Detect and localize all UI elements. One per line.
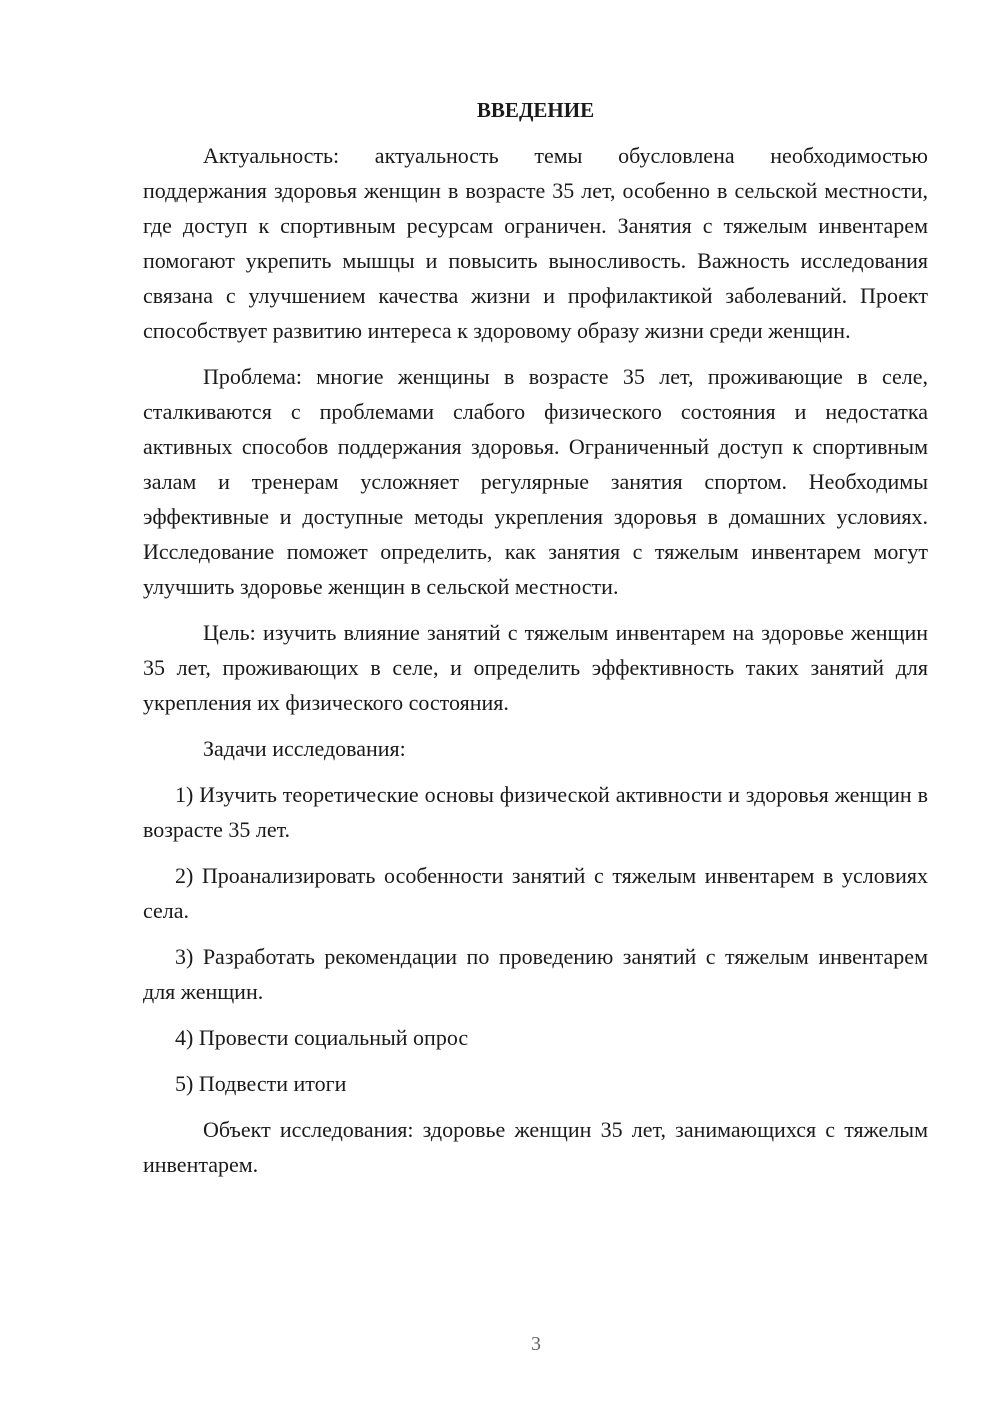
- task-item-5: 5) Подвести итоги: [175, 1071, 347, 1096]
- page-title: ВВЕДЕНИЕ: [476, 98, 595, 122]
- paragraph-tasks-heading: Задачи исследования:: [203, 736, 406, 761]
- document-page: [143, 96, 928, 1193]
- task-item-3: 3) Разработать рекомендации по проведению занятий с тяжелым инвентарем для женщин.: [143, 944, 928, 1004]
- task-item-1: 1) Изучить теоретические основы физической активности и здоровья женщин в возрасте 35 лет.: [143, 782, 928, 842]
- page-number: 3: [531, 1333, 541, 1355]
- paragraph-problem: Проблема: многие женщины в возрасте 35 лет, проживающие в селе, сталкиваются с проблемами слабого физического состояния и недостатка активных способов поддержания здоровья. Ограниченный доступ к спортивным залам и тренерам усложняет регулярные занятия спортом. Необходимы эффективные и доступные методы укрепления здоровья в домашних условиях. Исследование поможет определить, как занятия с тяжелым инвентарем могут улучшить здоровье женщин в сельской местности.: [143, 364, 928, 599]
- paragraph-goal: Цель: изучить влияние занятий с тяжелым инвентарем на здоровье женщин 35 лет, проживающих в селе, и определить эффективность таких занятий для укрепления их физического состояния.: [143, 620, 928, 715]
- tasks-list: [143, 777, 928, 1101]
- paragraph-object: Объект исследования: здоровье женщин 35 лет, занимающихся с тяжелым инвентарем.: [143, 1117, 928, 1177]
- task-item-2: 2) Проанализировать особенности занятий с тяжелым инвентарем в условиях села.: [143, 863, 928, 923]
- paragraph-relevance: Актуальность: актуальность темы обусловлена необходимостью поддержания здоровья женщин в возрасте 35 лет, особенно в сельской местности, где доступ к спортивным ресурсам ограничен. Занятия с тяжелым инвентарем помогают укрепить мышцы и повысить выносливость. Важность исследования связана с улучшением качества жизни и профилактикой заболеваний. Проект способствует развитию интереса к здоровому образу жизни среди женщин.: [143, 143, 928, 343]
- task-item-4: 4) Провести социальный опрос: [175, 1025, 469, 1050]
